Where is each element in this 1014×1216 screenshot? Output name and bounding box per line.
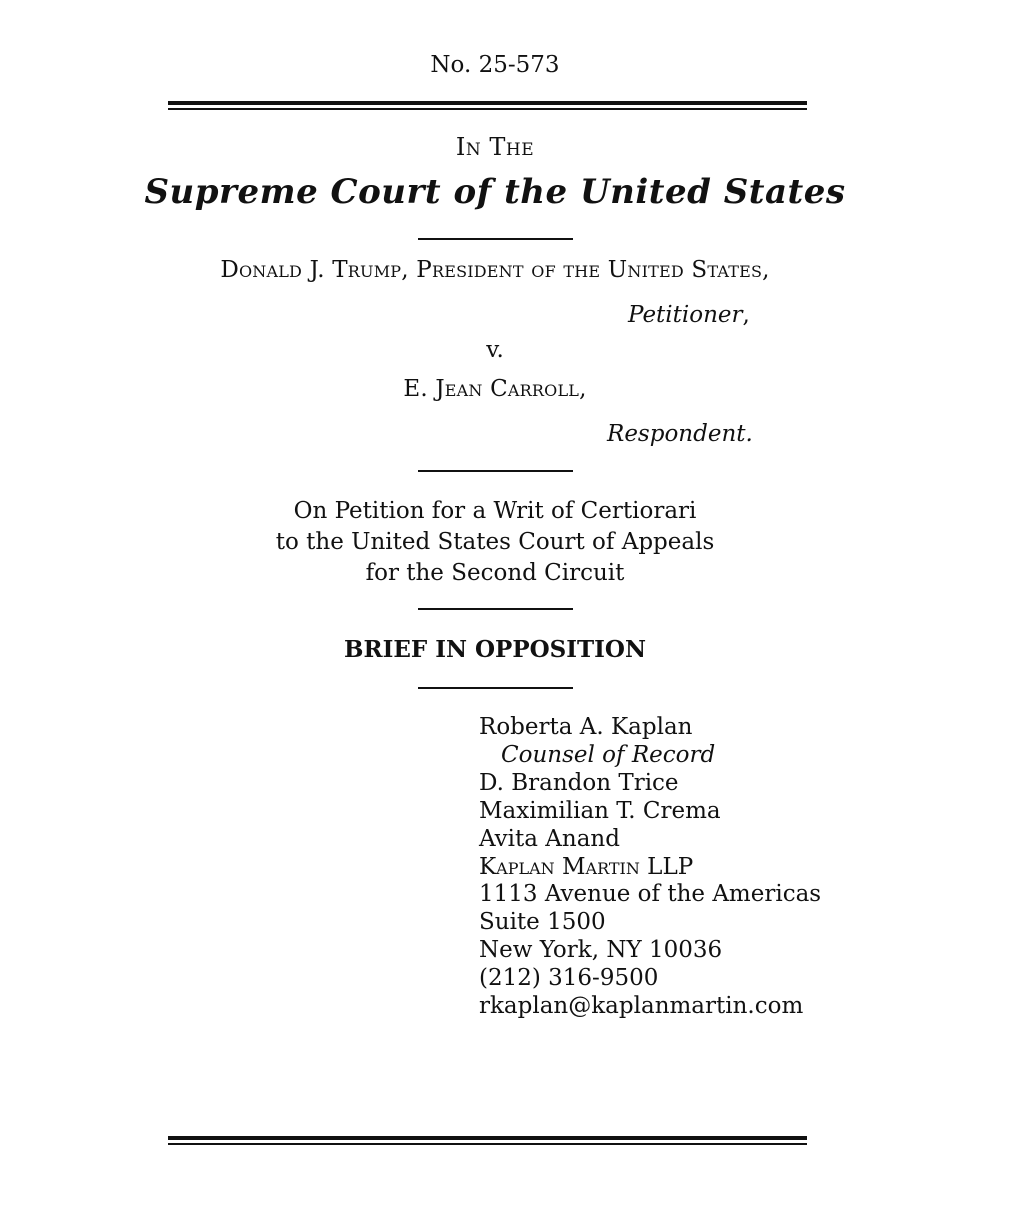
petitioner-name: Donald J. Trump, President of the United States, — [220, 257, 770, 283]
address-line: 1113 Avenue of the Americas — [479, 881, 822, 908]
petitioner-role: Petitioner, — [628, 302, 750, 328]
court-prefix: In The — [455, 133, 535, 161]
counsel-name: Avita Anand — [479, 825, 620, 852]
petitioner-role-label: Petitioner — [628, 302, 743, 328]
address-line: New York, NY 10036 — [479, 937, 723, 964]
email-address: rkaplan@kaplanmartin.com — [479, 993, 804, 1020]
counsel-block — [479, 714, 999, 1021]
divider-rule — [418, 238, 573, 240]
phone-number: (212) 316-9500 — [479, 965, 659, 992]
versus-label: v. — [486, 337, 504, 363]
court-name: Supreme Court of the United States — [144, 172, 846, 212]
docket-number: No. 25-573 — [430, 52, 560, 78]
divider-rule — [418, 470, 573, 472]
bottom-double-rule — [168, 1136, 807, 1145]
top-double-rule — [168, 101, 807, 110]
lead-counsel-name: Roberta A. Kaplan — [479, 714, 693, 740]
counsel-name: Maximilian T. Crema — [479, 797, 721, 824]
address-line: Suite 1500 — [479, 909, 606, 936]
brief-title: BRIEF IN OPPOSITION — [344, 636, 646, 663]
firm-name-line — [479, 854, 999, 882]
petition-line-3: for the Second Circuit — [365, 560, 625, 586]
petition-line-2: to the United States Court of Appeals — [275, 529, 715, 555]
firm-name: Kaplan Martin — [479, 853, 640, 880]
respondent-role: Respondent. — [607, 421, 753, 447]
respondent-name: E. Jean Carroll, — [403, 376, 587, 402]
counsel-name: D. Brandon Trice — [479, 769, 679, 796]
firm-suffix: LLP — [647, 853, 694, 880]
petition-line-1: On Petition for a Writ of Certiorari — [293, 498, 697, 524]
divider-rule — [418, 608, 573, 610]
divider-rule — [418, 687, 573, 689]
counsel-of-record-label: Counsel of Record — [501, 741, 716, 768]
